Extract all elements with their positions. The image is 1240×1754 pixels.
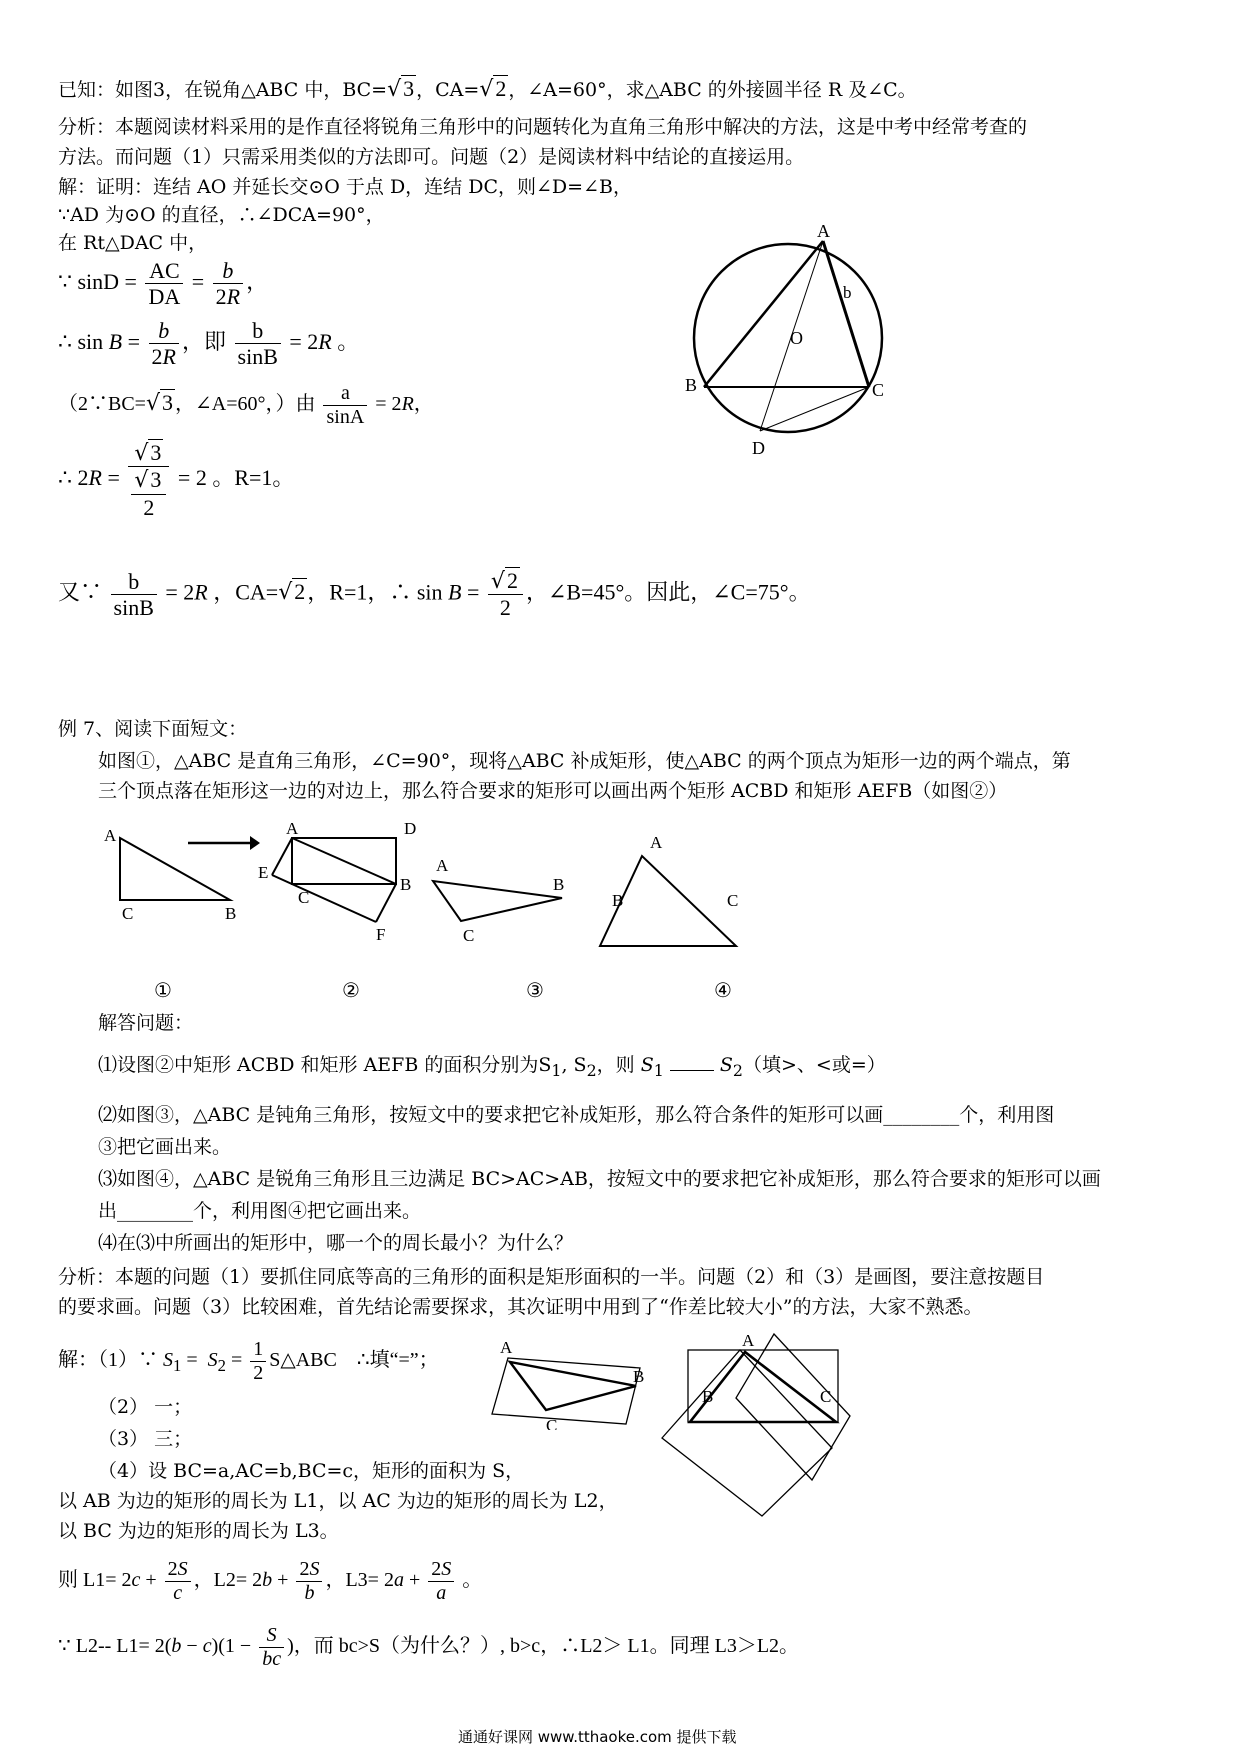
arrow-head-icon [250, 836, 260, 850]
part2-formula: （2∵BC=√3 ，∠A=60°，）由 $\frac{a}{\sin A}$ = 2R， [58, 382, 434, 428]
question-2-line-1: ⑵如图③，△ABC 是钝角三角形，按短文中的要求把它补成矩形，那么符合条件的矩形可以画________个，利用图 [98, 1104, 1055, 1126]
fig-label-3: ③ [526, 978, 544, 1002]
question-2-line-2: ③把它画出来。 [98, 1136, 232, 1158]
solution-line-2: ∵AD 为⊙O 的直径，∴∠DCA=90°， [58, 204, 385, 226]
fig-label-4: ④ [714, 978, 732, 1002]
question-4: ⑷在⑶中所画出的矩形中，哪一个的周长最小？为什么？ [98, 1232, 574, 1254]
svg-text:A: A [104, 826, 117, 845]
answer-obtuse-figure [480, 1340, 650, 1430]
label-c: C [872, 380, 885, 400]
analysis-line-2: 方法。而问题（1）只需采用类似的方法即可。问题（2）是阅读材料中结论的直接运用。 [58, 146, 805, 168]
sin-b-final: 又∵ $\frac{b}{\sin B}$ = 2R ，CA=√2，R=1，∴ sin B = $\frac{√2}{2}$ ，∠B=45°。因此，∠C=75°。 [58, 568, 811, 621]
analysis-line-1: 分析：本题阅读材料采用的是作直径将锐角三角形中的问题转化为直角三角形中解决的方法，这是中考中经常考查的 [58, 116, 1028, 138]
answer-8-comparison: ∵ L2-- L1= 2(b − c)(1 − $\frac{S}{bc}$ )，而 bc>S（为什么？）, b>c，∴L2＞ L1。同理 L3＞L2。 [58, 1624, 800, 1670]
sin-d-formula: ∵ sinD = $\frac{AC}{DA}$ = $\frac{b}{2R}$ ， [58, 258, 269, 310]
svg-text:C: C [298, 888, 310, 907]
answer-6: 以 BC 为边的矩形的周长为 L3。 [58, 1520, 339, 1542]
answer-triangle [510, 1362, 636, 1410]
segment-dc [760, 387, 869, 431]
side-ab [704, 241, 823, 387]
svg-text:B: B [553, 875, 565, 894]
svg-text:B: B [633, 1367, 645, 1386]
svg-text:C: C [122, 904, 134, 923]
label-d: D [752, 438, 765, 458]
svg-text:B: B [225, 904, 237, 923]
circle-triangle-figure [640, 218, 930, 458]
answer-4: （4）设 BC=a,AC=b,BC=c，矩形的面积为 S， [98, 1460, 525, 1482]
given-text: 已知：如图3，在锐角△ABC 中，BC=√3 ，CA=√2 ，∠A=60°，求△ABC 的外接圆半径 R 及∠C。 [58, 76, 917, 102]
answer-2: （2） 一； [98, 1396, 193, 1418]
figures-row [100, 818, 860, 1008]
footer-text: 通通好课网 www.tthaoke.com 提供下载 [458, 1728, 737, 1746]
svg-text:B: B [612, 891, 624, 910]
question-3-line-1: ⑶如图④，△ABC 是锐角三角形且三边满足 BC>AC>AB，按短文中的要求把它补成矩形，那么符合要求的矩形可以画 [98, 1168, 1101, 1190]
question-1: ⑴设图②中矩形 ACBD 和矩形 AEFB 的面积分别为$S_1$, $S_2$，则 $S_1$ $S_2$（填>、<或=） [98, 1054, 886, 1080]
label-b-side: b [843, 283, 852, 302]
ex7-analysis-1: 分析：本题的问题（1）要抓住同底等高的三角形的面积是矩形面积的一半。问题（2）和（3）是画图，要注意按题目 [58, 1266, 1045, 1288]
answer-acute-figure [650, 1330, 890, 1540]
fig-label-2: ② [342, 978, 360, 1002]
solution-line-3: 在 Rt△DAC 中， [58, 232, 208, 254]
answer-5: 以 AB 为边的矩形的周长为 L1，以 AC 为边的矩形的周长为 L2， [58, 1490, 618, 1512]
svg-text:A: A [650, 833, 663, 852]
solution-line-1: 解：证明：连结 AO 并延长交⊙O 于点 D，连结 DC，则∠D=∠B， [58, 176, 632, 198]
answer-3: （3） 三； [98, 1428, 193, 1450]
fig-label-1: ① [154, 978, 172, 1002]
svg-text:E: E [258, 863, 269, 882]
fig3-obtuse-triangle [433, 881, 562, 921]
label-o: O [790, 328, 803, 348]
svg-text:A: A [742, 1331, 755, 1350]
question-3-line-2: 出________个，利用图④把它画出来。 [98, 1200, 422, 1222]
example7-title: 例 7、阅读下面短文： [58, 718, 248, 740]
label-b: B [685, 375, 698, 395]
two-r-formula: ∴ 2R = $\frac{√3}{\frac{√3}{2}}$ = 2 。R=1。 [58, 440, 295, 520]
answer-7-perimeters: 则 L1= 2c + $\frac{2S}{c}$ ，L2= 2b + $\frac{2S}{b}$ ，L3= 2a + $\frac{2S}{a}$ 。 [58, 1558, 483, 1604]
svg-text:A: A [286, 819, 299, 838]
svg-text:C: C [463, 926, 475, 945]
svg-text:B: B [400, 875, 412, 894]
svg-text:D: D [404, 819, 417, 838]
svg-text:A: A [500, 1340, 513, 1357]
svg-text:C: C [546, 1416, 558, 1430]
svg-text:C: C [820, 1387, 832, 1406]
example7-text-2: 三个顶点落在矩形这一边的对边上，那么符合要求的矩形可以画出两个矩形 ACBD 和矩形 AEFB（如图②） [98, 780, 1008, 802]
ex7-analysis-2: 的要求画。问题（3）比较困难，首先结论需要探求，其次证明中用到了“作差比较大小”的方法，大家不熟悉。 [58, 1296, 983, 1318]
svg-text:B: B [702, 1387, 714, 1406]
fig1-right-triangle [120, 838, 230, 900]
svg-text:A: A [436, 856, 449, 875]
sin-b-formula: ∴ sin B = $\frac{b}{2R}$ ，即 $\frac{b}{\sin B}$ = 2R 。 [58, 318, 360, 370]
rect-bc [688, 1350, 838, 1422]
example7-text-1: 如图①，△ABC 是直角三角形，∠C=90°，现将△ABC 补成矩形，使△ABC 的两个顶点为矩形一边的两个端点，第 [98, 750, 1071, 772]
label-a: A [817, 221, 830, 241]
svg-text:C: C [727, 891, 739, 910]
svg-text:F: F [376, 925, 386, 944]
answer-1: 解：（1）∵ $S_1 = S_2$ = $\frac{1}{2}$ S△ABC ∴填“=”； [58, 1338, 439, 1384]
questions-title: 解答问题： [98, 1012, 194, 1034]
